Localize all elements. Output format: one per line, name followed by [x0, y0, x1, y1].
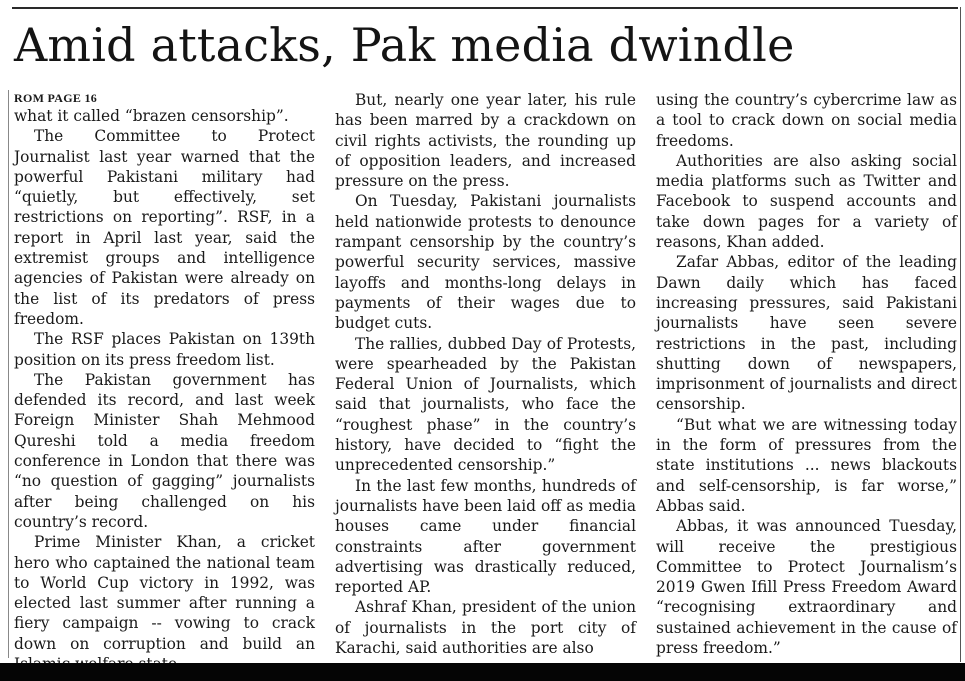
paragraph: The rallies, dubbed Day of Protests, were spearheaded by the Pakistan Federal Union of Journalists, which said that journalists, who face the “roughest phase” in the country’s history, have decided to “fight the unprecedented censorship.” [335, 334, 636, 475]
top-rule [12, 7, 958, 9]
paragraph: But, nearly one year later, his rule has been marred by a crackdown on civil rights activists, the rounding up of opposition leaders, and increased pressure on the press. [335, 91, 636, 191]
paragraph: Prime Minister Khan, a cricket hero who captained the national team to World Cup victory in 1992, was elected last summer after running a fiery campaign -- vowing to crack down on corruption and build an [14, 533, 315, 653]
article-column-2 [335, 90, 636, 658]
right-column-rule [960, 7, 961, 662]
paragraph: Ashraf Khan, president of the union of journalists in the port city of Karachi, said authorities are also [335, 598, 636, 658]
paragraph: using the country’s cybercrime law as a tool to crack down on social media freedoms. [656, 91, 957, 150]
paragraph: “But what we are witnessing today in the form of pressures from the state institutions ... news blackouts and self-censorship, is far worse,” Abbas said. [656, 415, 957, 515]
paragraph: Abbas, it was announced Tuesday, will receive the prestigious Committee to Protect Journalism’s 2019 Gwen Ifill Press Freedom Award “recognising extraordinary and sustained achievement in the cause of press freedom.” [656, 517, 957, 658]
paragraph: In the last few months, hundreds of journalists have been laid off as media houses came under financial constraints after government advertising was drastically reduced, reported AP. [335, 476, 636, 597]
paragraph: On Tuesday, Pakistani journalists held nationwide protests to denounce rampant censorship by the country’s powerful security services, massive layoffs and months-long delays in payments of their wages due to budget cuts. [335, 192, 636, 333]
paragraph: The Pakistan government has defended its record, and last week Foreign Minister Shah Mehmood Qureshi told a media freedom conference in London that there was “no question of gagging” journalists after being challenged on his country’s record. [14, 370, 315, 531]
left-column-rule [8, 90, 9, 658]
article-column-3 [656, 90, 957, 658]
headline: Amid attacks, Pak media dwindle [14, 18, 795, 72]
continuation-kicker: ROM PAGE 16 [14, 91, 98, 105]
paragraph: what it called “brazen censorship”. [14, 107, 289, 125]
bottom-scan-edge [0, 663, 965, 681]
paragraph: Zafar Abbas, editor of the leading Dawn daily which has faced increasing pressures, said Pakistani journalists have seen severe restrictions in the past, including shutting down of newspapers, imprisonment of journalists and direct censorship. [656, 253, 957, 414]
paragraph: Authorities are also asking social media platforms such as Twitter and Facebook to suspend accounts and take down pages for a variety of reasons, Khan added. [656, 151, 957, 252]
paragraph: The Committee to Protect Journalist last year warned that the powerful Pakistani military had “quietly, but effectively, set restrictions on reporting”. RSF, in a report in April last year, said the extremist groups and intelligence agencies of Pakistan were already on the list of its predators of press freedom. [14, 127, 315, 328]
article-column-1 [14, 90, 315, 674]
paragraph: The RSF places Pakistan on 139th position on its press freedom list. [14, 330, 315, 369]
